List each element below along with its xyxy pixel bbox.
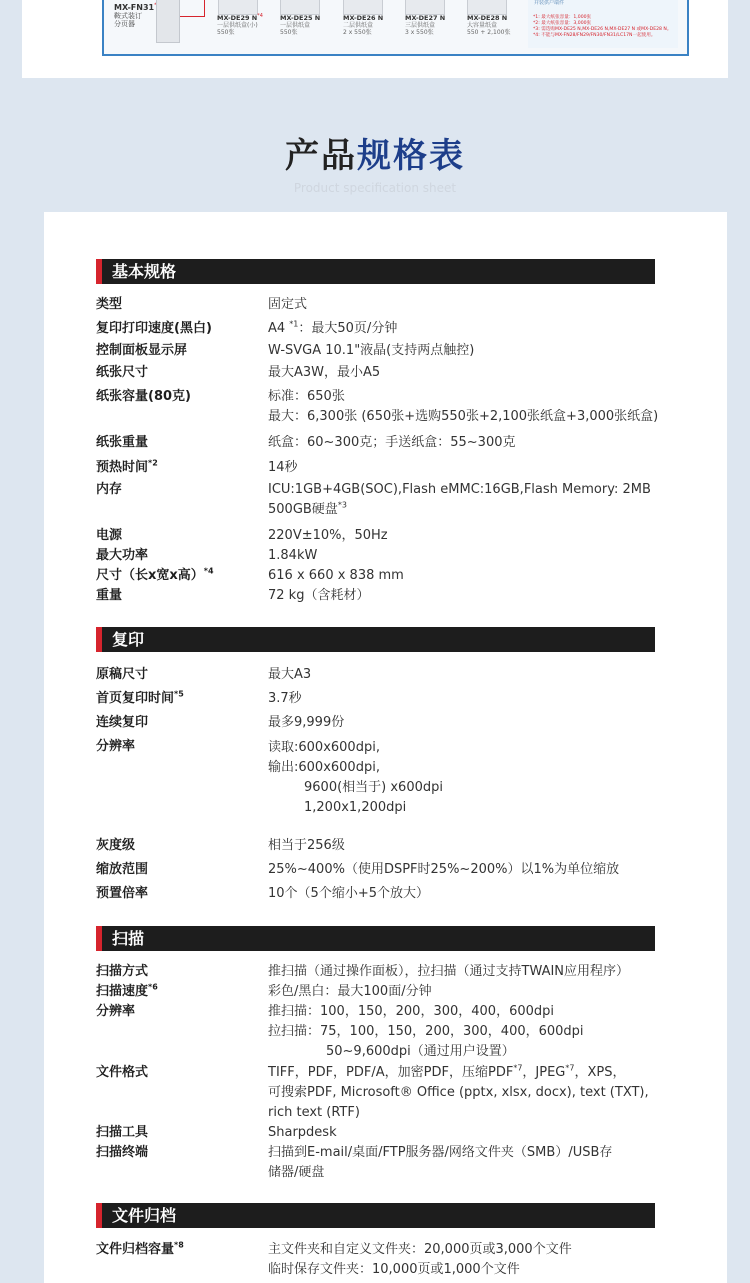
spec-value: 3.7秒	[268, 691, 302, 706]
spec-label: 分辨率	[96, 739, 136, 754]
section-header-scan: 扫描	[96, 926, 655, 951]
section-header-basic: 基本规格	[96, 259, 655, 284]
spec-value: 10个（5个缩小+5个放大）	[268, 886, 429, 901]
tray-label: MX-DE26 N 二层供纸盒 2 x 550张	[343, 14, 384, 36]
spec-value: 推扫描：100，150，200，300，400，600dpi 拉扫描：75，100，150，200，300，400，600dpi 50~9,600dpi（通过用户设置）	[268, 1004, 584, 1059]
spec-value: 主文件夹和自定义文件夹：20,000页或3,000个文件 临时保存文件夹：10,000页或1,000个文件	[268, 1242, 572, 1277]
spec-label: 原稿尺寸	[96, 667, 149, 682]
spec-value: 标准：650张 最大：6,300张 (650张+选购550张+2,100张纸盒+3,000张纸盒)	[268, 389, 659, 424]
spec-label: 纸张重量	[96, 435, 149, 450]
spec-label: 首页复印时间$^{*5}$	[96, 689, 184, 706]
tray-label: MX-DE29 $N^{*4}$ 一层供纸盒(小) 550张	[217, 13, 263, 36]
spec-label: 文件归档容量$^{*8}$	[96, 1240, 184, 1257]
spec-label: 扫描速度$^{*6}$	[96, 982, 158, 999]
spec-value: W-SVGA 10.1"液晶(支持两点触控)	[268, 343, 475, 358]
tray-image	[280, 0, 320, 15]
connector-line	[180, 0, 205, 17]
spec-label: 扫描终端	[96, 1145, 149, 1160]
spec-value: Sharpdesk	[268, 1125, 337, 1140]
tray-image	[218, 0, 258, 15]
spec-value: 最多9,999份	[268, 715, 345, 730]
spec-value: 72 kg（含耗材）	[268, 588, 370, 603]
tray-label: MX-DE28 N 大容量纸盒 550 + 2,100张	[467, 14, 511, 36]
spec-value: 220V±10%，50Hz	[268, 528, 388, 543]
spec-label: 预热时间$^{*2}$	[96, 458, 158, 475]
spec-label: 控制面板显示屏	[96, 343, 188, 358]
options-diagram-frame	[102, 0, 689, 56]
spec-label: 扫描工具	[96, 1125, 149, 1140]
tray-label: MX-DE25 N 一层供纸盒 550张	[280, 14, 321, 36]
spec-label: 纸张尺寸	[96, 365, 149, 380]
spec-value: 616 x 660 x 838 mm	[268, 568, 404, 583]
section-header-filing: 文件归档	[96, 1203, 655, 1228]
section-header-copy: 复印	[96, 627, 655, 652]
finisher-image	[156, 0, 180, 43]
spec-value: A4 $^{*1}$：最大50页/分钟	[268, 319, 398, 336]
spec-label: 最大功率	[96, 548, 149, 563]
spec-label: 文件格式	[96, 1065, 149, 1080]
page-title: 产品规格表	[285, 136, 465, 176]
spec-label: 电源	[96, 528, 123, 543]
spec-card	[44, 212, 727, 1283]
options-diagram-card	[22, 0, 728, 78]
spec-label: 灰度级	[96, 838, 136, 853]
tray-image	[405, 0, 445, 15]
spec-label: 类型	[96, 297, 123, 312]
spec-label: 扫描方式	[96, 964, 149, 979]
spec-value: ICU:1GB+4GB(SOC),Flash eMMC:16GB,Flash Memory: 2MB 500GB硬盘$^{*3}$	[268, 482, 651, 517]
spec-value: 固定式	[268, 297, 308, 312]
options-notes: 并装供户端件 *1: 最大纸张容量：1,000张 *2: 最大纸张容量：3,000张 *3: 需选购MX-DE25 N,MX-DE26 N,MX-DE27 N 或MX-DE28 N。 *4: 不能与MX-FN28/FN29/FN30/FN31/LC17N一起使用。	[528, 0, 678, 48]
spec-label: 缩放范围	[96, 862, 149, 877]
spec-value: 纸盒：60~300克；手送纸盒：55~300克	[268, 435, 516, 450]
spec-label: 复印打印速度(黑白)	[96, 321, 212, 336]
spec-label: 分辨率	[96, 1004, 136, 1019]
spec-label: 纸张容量(80克)	[96, 389, 191, 404]
page-subtitle: Product specification sheet	[293, 181, 457, 195]
spec-value: 彩色/黑白：最大100面/分钟	[268, 984, 432, 999]
spec-value: 最大A3W，最小A5	[268, 365, 381, 380]
spec-value: 最大A3	[268, 667, 312, 682]
spec-value: 14秒	[268, 460, 298, 475]
spec-value: 1.84kW	[268, 548, 318, 563]
finisher-desc-1: 鞍式装订	[114, 12, 142, 20]
finisher-model: MX-FN31	[114, 3, 155, 12]
tray-image	[343, 0, 383, 15]
tray-label: MX-DE27 N 三层供纸盒 3 x 550张	[405, 14, 446, 36]
spec-label: 预置倍率	[96, 886, 149, 901]
spec-value: TIFF，PDF，PDF/A，加密PDF，压缩PDF$^{*7}$，JPEG$^{*7}$，XPS， 可搜索PDF, Microsoft® Office (pptx, xlsx, docx), text (TXT), rich text (RTF)	[268, 1063, 649, 1120]
spec-label: 内存	[96, 482, 123, 497]
spec-value: 读取:600x600dpi, 输出:600x600dpi, 9600(相当于) x600dpi 1,200x1,200dpi	[268, 740, 443, 815]
tray-image	[467, 0, 507, 15]
spec-value: 相当于256级	[268, 838, 345, 853]
spec-value: 扫描到E-mail/桌面/FTP服务器/网络文件夹（SMB）/USB存 储器/硬盘	[268, 1145, 613, 1180]
spec-label: 尺寸（长x宽x高）$^{*4}$	[96, 566, 214, 583]
spec-label: 重量	[96, 588, 123, 603]
finisher-desc-2: 分页器	[114, 20, 135, 28]
spec-label: 连续复印	[96, 715, 149, 730]
spec-value: 推扫描（通过操作面板），拉扫描（通过支持TWAIN应用程序）	[268, 964, 630, 979]
spec-value: 25%~400%（使用DSPF时25%~200%）以1%为单位缩放	[268, 862, 620, 877]
